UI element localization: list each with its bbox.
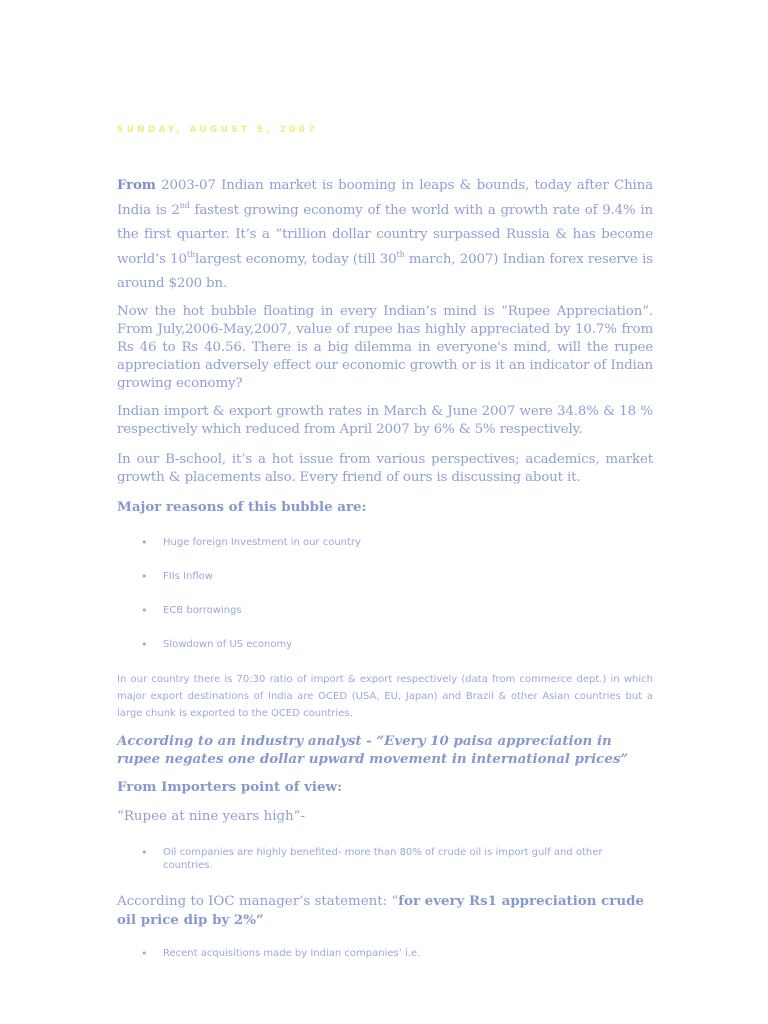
intro-sup-1: nd bbox=[179, 200, 190, 210]
bullet-icon: • bbox=[141, 604, 148, 617]
bullet-icon: • bbox=[141, 947, 148, 960]
acquisitions-list bbox=[139, 947, 639, 961]
intro-sup-2: th bbox=[186, 249, 195, 259]
list-item-text: FIIs Inflow bbox=[163, 571, 213, 582]
ioc-lead: According to IOC manager’s statement: “ bbox=[117, 894, 399, 909]
list-item-text: Oil companies are highly benefited- more than 80% of crude oil is import gulf and other countries. bbox=[163, 847, 603, 871]
intro-lead: From bbox=[117, 177, 156, 193]
bullet-icon: • bbox=[141, 846, 148, 859]
bullet-icon: • bbox=[141, 638, 148, 651]
import-export-ratio-paragraph: In our country there is 70:30 ratio of import & export respectively (data from commerce dept.) in which major export destinations of India are OCED (USA, EU, Japan) and Brazil & other Asian countries but a large chunk is exported to the OCED countries. bbox=[117, 674, 653, 719]
post-date: SUNDAY, AUGUST 5, 2007 bbox=[117, 125, 318, 135]
list-item bbox=[139, 570, 639, 584]
bullet-icon: • bbox=[141, 536, 148, 549]
list-item bbox=[139, 604, 639, 618]
intro-text-2: fastest growing economy of the world with a growth rate of 9.4% in the first quarter. It’s a “trillion dollar country surpassed Russia & has become world’s 10 bbox=[117, 202, 653, 267]
importers-heading: From Importers point of view: bbox=[117, 779, 343, 795]
list-item-text: ECB borrowings bbox=[163, 605, 242, 616]
growth-rates-paragraph: Indian import & export growth rates in March & June 2007 were 34.8% & 18 % respectively which reduced from April 2007 by 6% & 5% respectively. bbox=[117, 404, 653, 437]
list-item bbox=[139, 947, 639, 961]
list-item bbox=[139, 846, 639, 872]
major-reasons-heading: Major reasons of this bubble are: bbox=[117, 499, 367, 515]
ioc-quote: for every Rs1 appreciation crude oil price dip by 2%” bbox=[117, 893, 644, 928]
bullet-icon: • bbox=[141, 570, 148, 583]
b-school-paragraph: In our B-school, it’s a hot issue from various perspectives; academics, market growth & placements also. Every friend of ours is discussing about it. bbox=[117, 452, 653, 485]
list-item-text: Huge foreign Investment in our country bbox=[163, 537, 361, 548]
intro-text-3: largest economy, today (till 30 bbox=[194, 251, 397, 267]
intro-sup-3: th bbox=[396, 249, 405, 259]
reasons-list bbox=[139, 536, 639, 672]
analyst-quote: According to an industry analyst - “Every 10 paisa appreciation in rupee negates one dollar upward movement in international prices” bbox=[117, 733, 629, 767]
list-item-text: Slowdown of US economy bbox=[163, 639, 293, 650]
intro-paragraph bbox=[117, 173, 653, 297]
importers-list bbox=[139, 846, 639, 872]
rupee-appreciation-paragraph: Now the hot bubble floating in every Indian’s mind is “Rupee Appreciation”. From July,2006-May,2007, value of rupee has highly appreciated by 10.7% from Rs 46 to Rs 40.56. There is a big dilemma in everyone's mind, will the rupee appreciation adversely effect our economic growth or is it an indicator of Indian growing economy? bbox=[117, 304, 653, 391]
ioc-statement bbox=[117, 892, 653, 930]
list-item bbox=[139, 536, 639, 550]
intro-text-1: 2003-07 Indian market is booming in leaps & bounds, today after China India is 2 bbox=[117, 178, 653, 218]
intro-text-4: march, 2007) Indian forex reserve is around $200 bn. bbox=[117, 251, 653, 291]
list-item-text: Recent acquisitions made by Indian companies’ i.e. bbox=[163, 948, 421, 959]
list-item bbox=[139, 638, 639, 652]
rupee-high-line: “Rupee at nine years high”- bbox=[117, 809, 306, 824]
